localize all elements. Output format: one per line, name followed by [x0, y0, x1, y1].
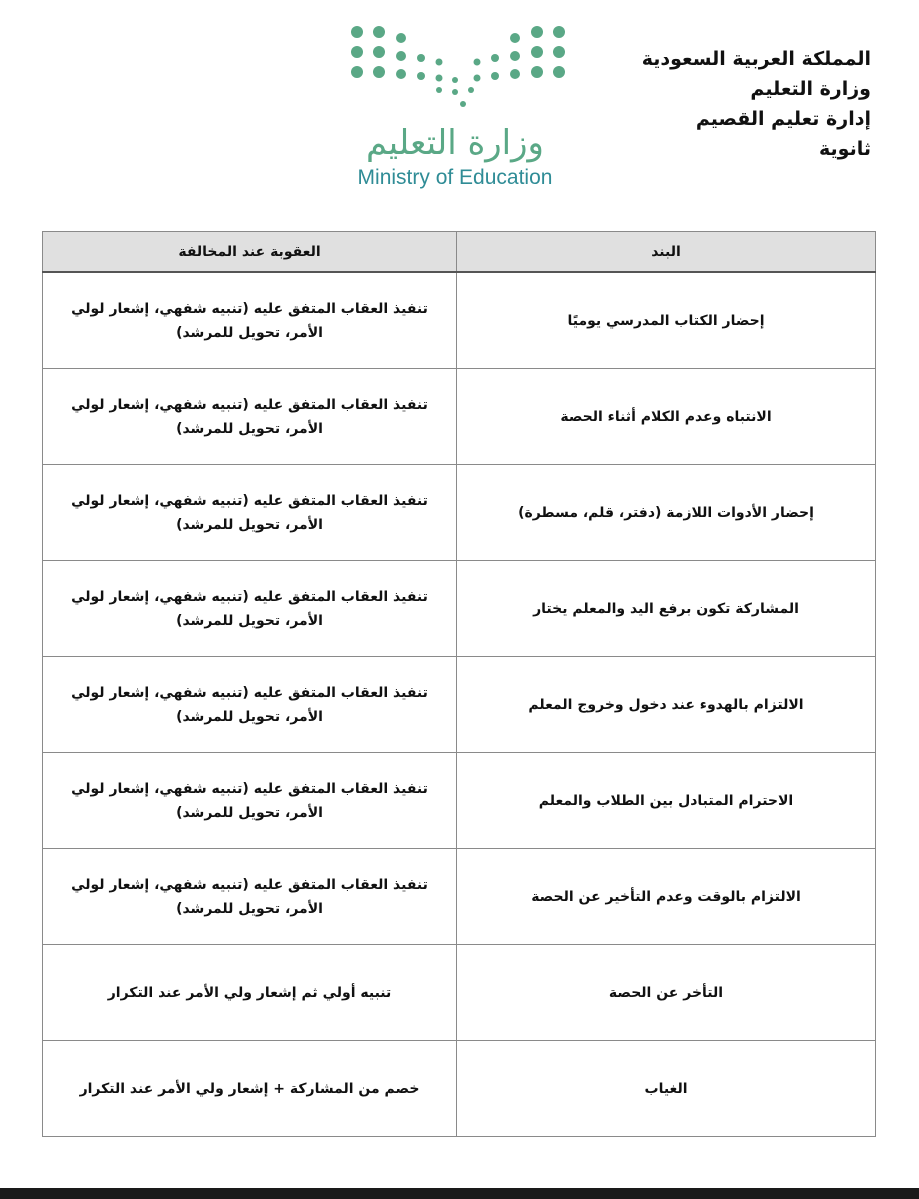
header-penalty: العقوبة عند المخالفة: [43, 232, 457, 273]
cell-item: الغياب: [457, 1041, 876, 1137]
cell-item: الالتزام بالوقت وعدم التأخير عن الحصة: [457, 849, 876, 945]
cell-penalty: تنفيذ العقاب المتفق عليه (تنبيه شفهي، إشعار لولي الأمر، تحويل للمرشد): [43, 369, 457, 465]
table-header-row: [43, 232, 876, 273]
org-line-ministry: وزارة التعليم: [750, 78, 871, 100]
table-row: [43, 753, 876, 849]
cell-item: الاحترام المتبادل بين الطلاب والمعلم: [457, 753, 876, 849]
bottom-edge-bar: [0, 1188, 919, 1199]
table-row: [43, 945, 876, 1041]
logo-arabic-wordmark: وزارة التعليم: [366, 123, 544, 163]
table-row: [43, 849, 876, 945]
table-row: [43, 561, 876, 657]
table-row: [43, 272, 876, 369]
org-line-school: ثانوية: [819, 138, 871, 160]
table-row: [43, 369, 876, 465]
cell-item: المشاركة تكون برفع اليد والمعلم يختار: [457, 561, 876, 657]
org-line-directorate: إدارة تعليم القصيم: [695, 108, 871, 130]
table-row: [43, 657, 876, 753]
rules-table: [42, 231, 876, 1137]
logo-english-wordmark: Ministry of Education: [357, 166, 553, 189]
table-row: [43, 1041, 876, 1137]
cell-penalty: تنفيذ العقاب المتفق عليه (تنبيه شفهي، إشعار لولي الأمر، تحويل للمرشد): [43, 657, 457, 753]
header-item: البند: [457, 232, 876, 273]
org-line-country: المملكة العربية السعودية: [641, 48, 871, 70]
cell-penalty: تنفيذ العقاب المتفق عليه (تنبيه شفهي، إشعار لولي الأمر، تحويل للمرشد): [43, 561, 457, 657]
cell-penalty: تنفيذ العقاب المتفق عليه (تنبيه شفهي، إشعار لولي الأمر، تحويل للمرشد): [43, 272, 457, 369]
rules-table-container: [42, 231, 876, 1137]
cell-penalty: تنفيذ العقاب المتفق عليه (تنبيه شفهي، إشعار لولي الأمر، تحويل للمرشد): [43, 849, 457, 945]
cell-item: الالتزام بالهدوء عند دخول وخروج المعلم: [457, 657, 876, 753]
cell-penalty: تنفيذ العقاب المتفق عليه (تنبيه شفهي، إشعار لولي الأمر، تحويل للمرشد): [43, 465, 457, 561]
cell-penalty: خصم من المشاركة + إشعار ولي الأمر عند التكرار: [43, 1041, 457, 1137]
ministry-logo: [335, 18, 585, 193]
cell-penalty: تنفيذ العقاب المتفق عليه (تنبيه شفهي، إشعار لولي الأمر، تحويل للمرشد): [43, 753, 457, 849]
organization-header: [642, 44, 871, 164]
cell-penalty: تنبيه أولي ثم إشعار ولي الأمر عند التكرار: [43, 945, 457, 1041]
table-row: [43, 465, 876, 561]
cell-item: إحضار الأدوات اللازمة (دفتر، قلم، مسطرة): [457, 465, 876, 561]
logo-dots-icon: [335, 18, 575, 108]
cell-item: إحضار الكتاب المدرسي يوميًا: [457, 272, 876, 369]
cell-item: الانتباه وعدم الكلام أثناء الحصة: [457, 369, 876, 465]
cell-item: التأخر عن الحصة: [457, 945, 876, 1041]
